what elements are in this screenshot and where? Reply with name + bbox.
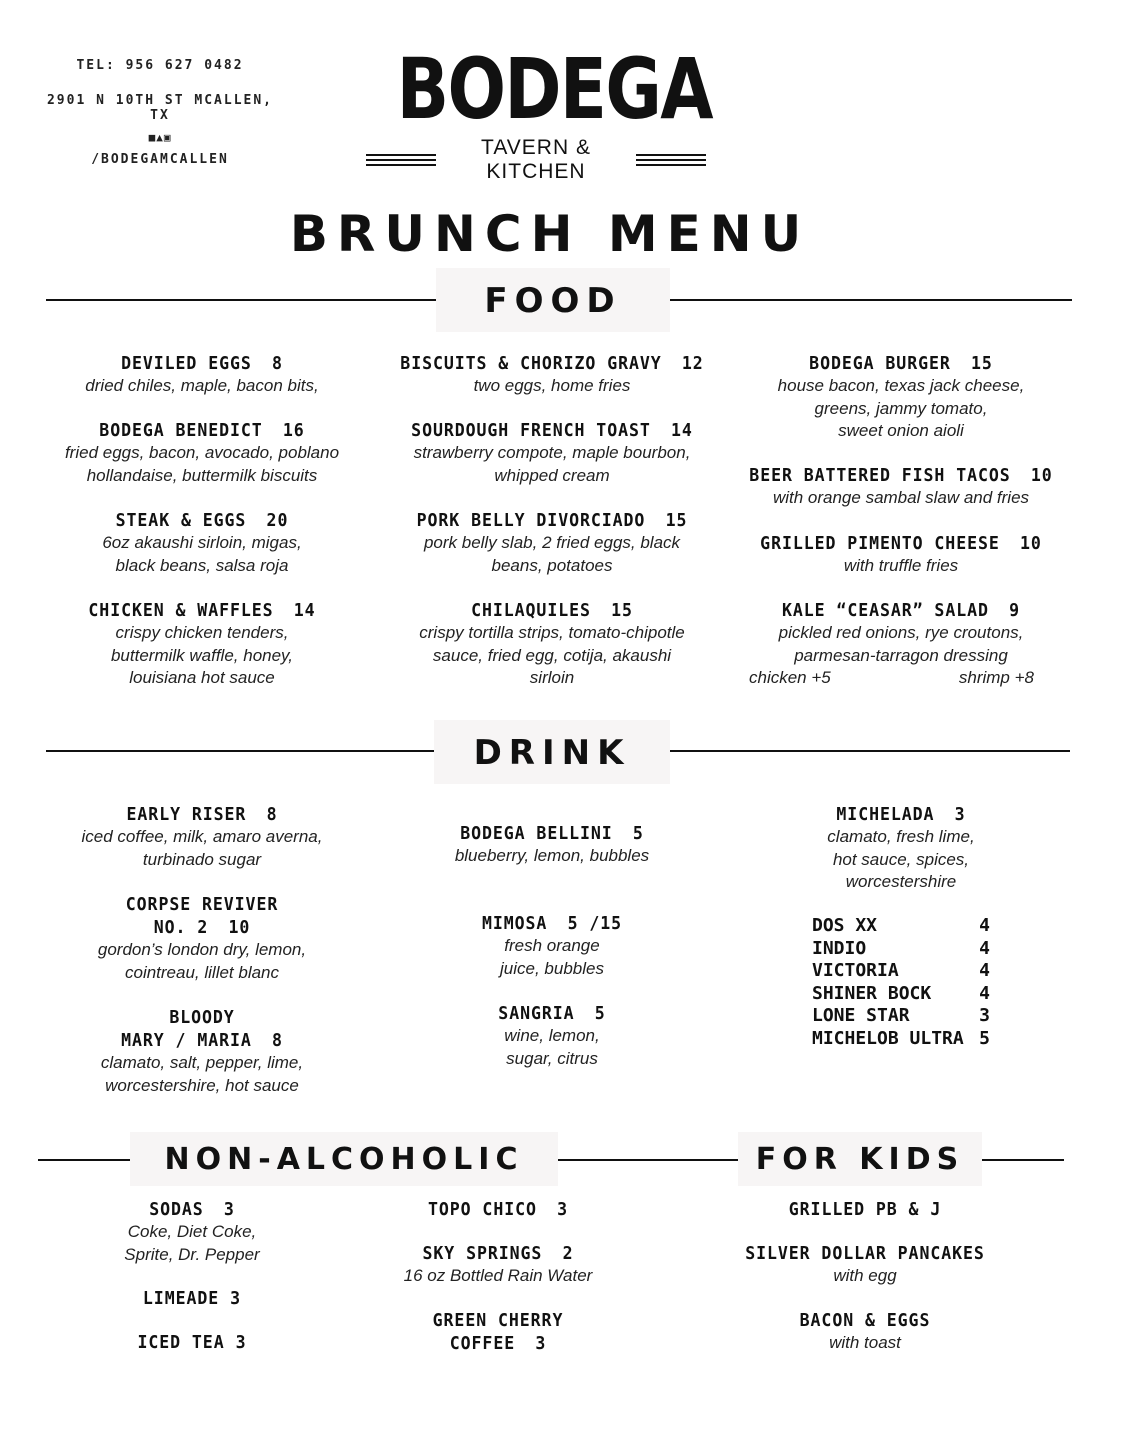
item-description: worcestershire, hot sauce: [105, 1075, 299, 1095]
item-description: dried chiles, maple, bacon bits,: [85, 376, 319, 395]
menu-item: [376, 509, 728, 577]
item-price: 15: [665, 510, 688, 531]
item-name: BEER BATTERED FISH TACOS: [749, 465, 1011, 486]
item-description: gordon’s london dry, lemon,: [97, 940, 307, 959]
logo-lines-right: [636, 154, 706, 166]
item-name: GREEN CHERRY: [432, 1310, 564, 1331]
item-name: SODAS: [149, 1199, 204, 1220]
section-heading-drink: DRINK: [434, 720, 670, 784]
item-name: STEAK & EGGS: [115, 510, 247, 531]
item-description: sauce, fried egg, cotija, akaushi: [432, 645, 672, 665]
section-heading-for-kids: FOR KIDS: [738, 1132, 982, 1186]
item-name: BACON & EGGS: [799, 1310, 931, 1331]
beer-row: [812, 915, 990, 938]
item-description: wine, lemon,: [504, 1026, 600, 1045]
item-price: 5: [594, 1003, 606, 1024]
menu-item: [376, 352, 728, 398]
menu-item: [728, 464, 1074, 510]
item-price: 10: [228, 917, 251, 938]
item-description: pickled red onions, rye croutons,: [778, 623, 1024, 642]
item-name: BODEGA BELLINI: [460, 823, 613, 844]
item-price: 10: [1020, 533, 1042, 554]
beer-row: [812, 1005, 990, 1028]
item-description: Sprite, Dr. Pepper: [124, 1244, 260, 1264]
menu-item: [18, 1198, 366, 1266]
social-icons[interactable]: [40, 131, 280, 144]
instagram-icon[interactable]: ▣: [163, 131, 172, 144]
item-description: whipped cream: [494, 465, 610, 485]
item-price: 8: [272, 1030, 283, 1051]
menu-item: [322, 1198, 674, 1221]
item-name: SANGRIA: [498, 1003, 575, 1024]
item-description: with truffle fries: [843, 556, 959, 575]
menu-item: [28, 1006, 376, 1097]
item-description: crispy chicken tenders,: [115, 623, 289, 642]
item-description: house bacon, texas jack cheese,: [777, 376, 1025, 395]
item-name: SKY SPRINGS: [422, 1243, 543, 1264]
menu-item: [28, 803, 376, 871]
menu-item: [728, 599, 1074, 690]
item-name: GRILLED PB & J: [788, 1199, 942, 1220]
item-name: CORPSE REVIVER: [125, 894, 279, 915]
item-name: KALE “CEASAR” SALAD: [781, 600, 989, 621]
menu-item: [690, 1309, 1040, 1355]
phone-number[interactable]: TEL: 956 627 0482: [76, 58, 244, 73]
item-description: with egg: [833, 1266, 897, 1285]
item-price: 3: [223, 1199, 235, 1220]
logo-subtitle: [366, 136, 706, 184]
item-name: LIMEADE: [142, 1288, 220, 1309]
item-price: 3: [235, 1332, 247, 1353]
item-price: 14: [293, 600, 316, 621]
section-heading-non-alcoholic: NON-ALCOHOLIC: [130, 1132, 558, 1186]
item-description: buttermilk waffle, honey,: [110, 645, 294, 665]
item-description: two eggs, home fries: [473, 376, 631, 395]
section-heading-food: FOOD: [436, 268, 670, 332]
logo-sub-text: TAVERN & KITCHEN: [481, 136, 591, 183]
item-name: PORK BELLY DIVORCIADO: [416, 510, 646, 531]
contact-info: [40, 58, 280, 175]
item-name: MICHELADA: [836, 804, 935, 825]
page-title: BRUNCH MENU: [289, 205, 811, 263]
menu-item: [376, 912, 728, 980]
menu-item: [322, 1309, 674, 1355]
beer-row: [812, 938, 990, 961]
divider-line: [982, 1159, 1064, 1161]
item-price: 8: [266, 804, 278, 825]
item-description: pork belly slab, 2 fried eggs, black: [423, 533, 681, 552]
item-name: SOURDOUGH FRENCH TOAST: [411, 420, 651, 441]
item-price: 15: [971, 353, 993, 374]
menu-item: [690, 1198, 1040, 1221]
item-name: MIMOSA: [481, 913, 548, 934]
menu-item: [690, 1242, 1040, 1288]
item-description: juice, bubbles: [500, 958, 604, 978]
item-description: fried eggs, bacon, avocado, poblano: [64, 443, 340, 462]
facebook-icon[interactable]: ■: [148, 131, 157, 144]
item-name: GRILLED PIMENTO CHEESE: [760, 533, 1000, 554]
item-description: with toast: [829, 1333, 901, 1352]
menu-item: [18, 1331, 366, 1354]
menu-item: [728, 352, 1074, 443]
menu-item: [322, 1242, 674, 1288]
menu-item: [18, 1287, 366, 1310]
divider-line: [46, 750, 434, 752]
item-price: 20: [266, 510, 289, 531]
item-description: cointreau, lillet blanc: [124, 962, 280, 982]
item-description: turbinado sugar: [142, 849, 262, 869]
beer-name: VICTORIA: [812, 960, 899, 981]
item-description: sweet onion aioli: [838, 421, 964, 440]
beer-price: 4: [979, 960, 990, 981]
menu-item: [376, 1002, 728, 1070]
menu-item: [728, 532, 1074, 578]
item-name: ICED TEA: [137, 1332, 225, 1353]
item-name: BODEGA BURGER: [809, 353, 951, 374]
item-description: blueberry, lemon, bubbles: [454, 846, 650, 865]
item-description: clamato, salt, pepper, lime,: [100, 1053, 304, 1072]
item-description: clamato, fresh lime,: [827, 827, 975, 846]
item-price: 9: [1009, 600, 1021, 621]
item-name: EARLY RISER: [126, 804, 247, 825]
item-name: CHICKEN & WAFFLES: [88, 600, 274, 621]
item-addons: [728, 667, 1074, 690]
item-description: greens, jammy tomato,: [814, 398, 988, 418]
item-price: 16: [282, 420, 305, 441]
addon-shrimp: shrimp +8: [958, 668, 1034, 687]
divider-line: [670, 299, 1072, 301]
beer-price: 4: [979, 983, 990, 1004]
item-name: DEVILED EGGS: [121, 353, 252, 374]
beer-price: 4: [979, 915, 990, 936]
item-description: 16 oz Bottled Rain Water: [403, 1266, 593, 1285]
logo-lines-left: [366, 154, 436, 166]
item-price: 12: [681, 353, 704, 374]
item-description: parmesan-tarragon dressing: [794, 645, 1008, 665]
item-price: 3: [954, 804, 966, 825]
beer-name: INDIO: [812, 938, 867, 959]
menu-item: [376, 822, 728, 868]
item-price: 8: [272, 353, 283, 374]
item-description: with orange sambal slaw and fries: [772, 488, 1030, 507]
item-name: NO. 2: [153, 917, 209, 938]
menu-item: [728, 803, 1074, 894]
item-price: 3: [535, 1333, 547, 1354]
menu-item: [376, 419, 728, 487]
beer-row: [812, 960, 990, 983]
social-handle[interactable]: /BODEGAMCALLEN: [91, 152, 229, 167]
item-name: COFFEE: [449, 1333, 516, 1354]
menu-item: [28, 509, 376, 577]
beer-price: 5: [979, 1028, 990, 1049]
item-description: iced coffee, milk, amaro averna,: [81, 827, 323, 846]
item-description: Coke, Diet Coke,: [127, 1222, 257, 1241]
item-price: 2: [562, 1243, 574, 1264]
beer-price: 4: [979, 938, 990, 959]
twitter-icon[interactable]: ▲: [156, 131, 164, 144]
divider-line: [46, 299, 436, 301]
logo-name: BODEGA: [396, 40, 712, 138]
item-price: 3: [230, 1288, 242, 1309]
addon-chicken: chicken +5: [749, 668, 831, 687]
item-price: 3: [557, 1199, 569, 1220]
item-description: sugar, citrus: [506, 1048, 598, 1068]
item-description: sirloin: [529, 668, 575, 687]
item-price: 5 /15: [567, 913, 623, 934]
item-description: fresh orange: [504, 936, 600, 955]
item-description: strawberry compote, maple bourbon,: [413, 443, 691, 462]
item-name: CHILAQUILES: [471, 600, 591, 621]
item-name: BODEGA BENEDICT: [99, 420, 263, 441]
menu-item: [28, 419, 376, 487]
item-price: 5: [632, 823, 644, 844]
item-name: MARY / MARIA: [121, 1030, 252, 1051]
divider-line: [38, 1159, 130, 1161]
beer-name: DOS XX: [812, 915, 878, 936]
beer-name: LONE STAR: [812, 1005, 910, 1026]
beer-name: SHINER BOCK: [812, 983, 932, 1004]
item-description: crispy tortilla strips, tomato-chipotle: [419, 623, 685, 642]
menu-item: [28, 599, 376, 690]
menu-item: [376, 599, 728, 690]
item-name: TOPO CHICO: [427, 1199, 537, 1220]
beer-row: [812, 1028, 990, 1051]
divider-line: [558, 1159, 738, 1161]
item-price: 15: [611, 600, 633, 621]
item-description: black beans, salsa roja: [115, 555, 289, 575]
menu-item: [28, 352, 376, 398]
divider-line: [670, 750, 1070, 752]
menu-item: [28, 893, 376, 984]
logo: [366, 40, 712, 184]
beer-price: 3: [979, 1005, 990, 1026]
beer-name: MICHELOB ULTRA: [812, 1028, 964, 1049]
item-description: worcestershire: [845, 872, 957, 891]
address: 2901 N 10TH ST MCALLEN, TX: [46, 93, 273, 123]
item-description: hot sauce, spices,: [832, 849, 970, 869]
item-description: hollandaise, buttermilk biscuits: [86, 465, 318, 485]
item-description: louisiana hot sauce: [129, 668, 275, 687]
beer-row: [812, 983, 990, 1006]
item-description: 6oz akaushi sirloin, migas,: [102, 533, 302, 552]
item-price: 14: [671, 420, 693, 441]
item-name: BLOODY: [169, 1007, 235, 1028]
item-price: 10: [1030, 465, 1053, 486]
item-description: beans, potatoes: [491, 555, 613, 575]
item-name: BISCUITS & CHORIZO GRAVY: [400, 353, 662, 374]
item-name: SILVER DOLLAR PANCAKES: [745, 1243, 985, 1264]
